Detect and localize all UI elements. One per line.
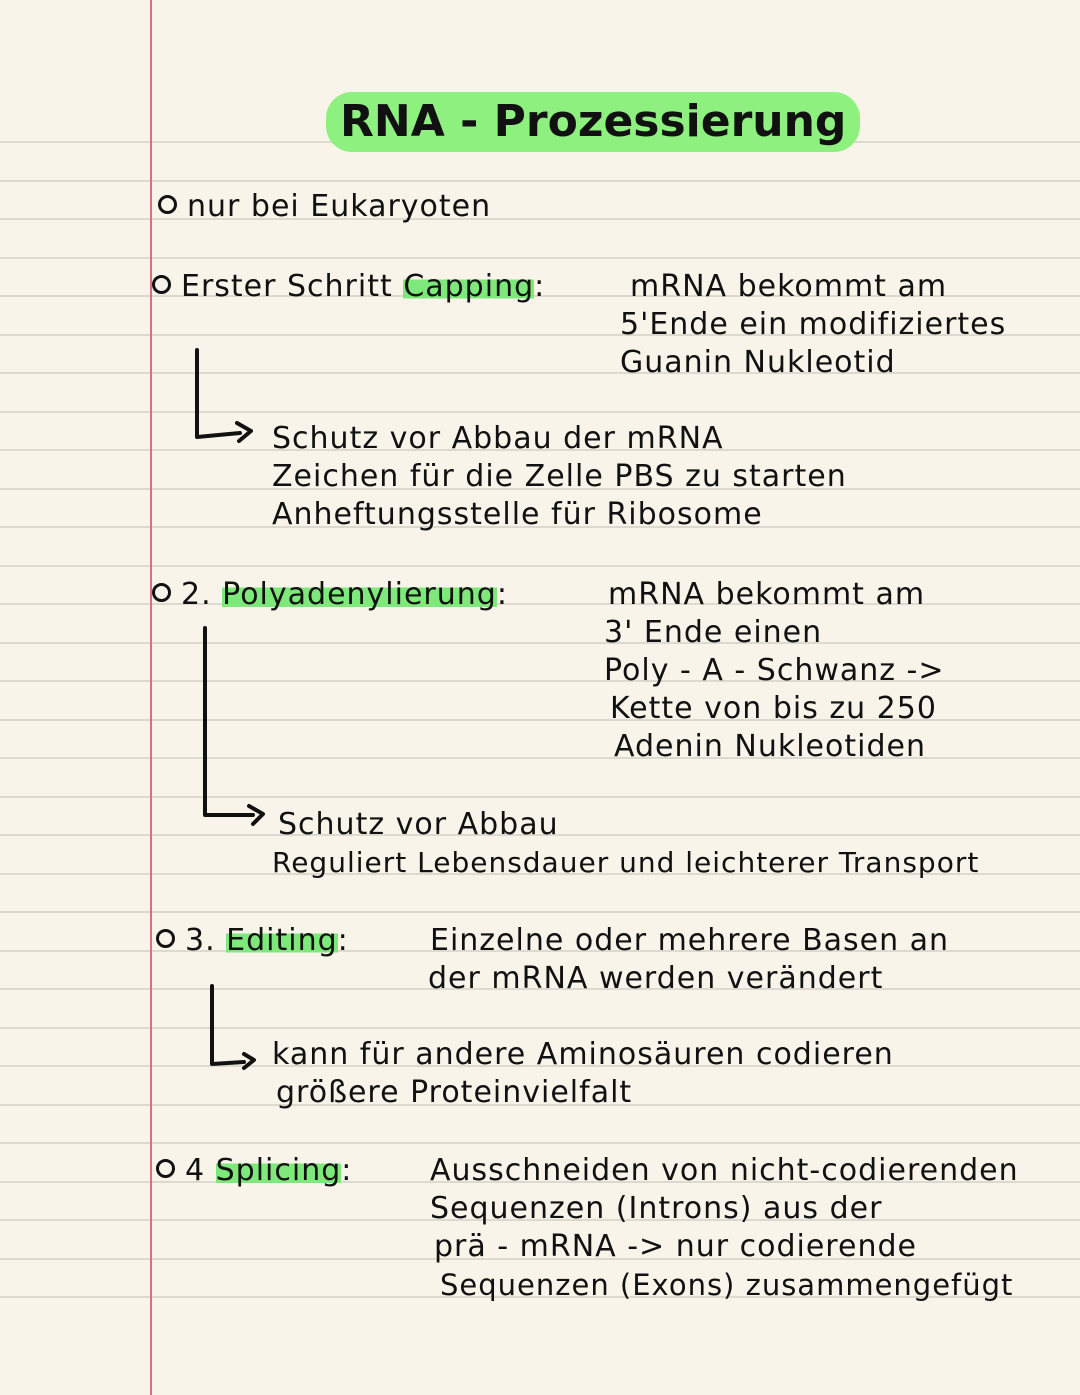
step-4-prefix: 4 xyxy=(185,1153,206,1188)
step-3-consequence-1: kann für andere Aminosäuren codieren xyxy=(272,1037,894,1072)
step-3-desc-line-2: der mRNA werden verändert xyxy=(428,961,884,996)
step-2-consequence-2: Reguliert Lebensdauer und leichterer Transport xyxy=(272,846,980,879)
step-1-desc-line-3: Guanin Nukleotid xyxy=(620,345,896,380)
step-1-heading xyxy=(152,268,545,306)
step-4-desc-line-1: Ausschneiden von nicht-codierenden xyxy=(430,1153,1019,1188)
step-1-term: Capping xyxy=(403,269,535,304)
step-1-colon: : xyxy=(534,269,546,304)
ruled-line xyxy=(0,911,1080,913)
step-4-desc-line-4: Sequenzen (Exons) zusammengefügt xyxy=(440,1268,1014,1302)
bracket-arrow-icon xyxy=(202,980,272,1075)
circle-bullet-icon xyxy=(156,1159,175,1178)
step-1-consequence-1: Schutz vor Abbau der mRNA xyxy=(272,421,724,456)
step-3-prefix: 3. xyxy=(185,923,216,958)
margin-line xyxy=(150,0,152,1395)
step-4-desc-line-2: Sequenzen (Introns) aus der xyxy=(430,1191,883,1226)
ruled-line xyxy=(0,642,1080,644)
step-2-term: Polyadenylierung xyxy=(222,577,497,612)
intro-line xyxy=(158,188,491,226)
step-4-term: Splicing xyxy=(215,1153,342,1188)
step-1-consequence-2: Zeichen für die Zelle PBS zu starten xyxy=(272,459,847,494)
step-2-desc-line-3: Poly - A - Schwanz -> xyxy=(604,653,945,688)
step-1-desc-line-2: 5'Ende ein modifiziertes xyxy=(620,307,1007,342)
step-3-desc-line-1: Einzelne oder mehrere Basen an xyxy=(430,923,950,958)
step-2-consequence-1: Schutz vor Abbau xyxy=(278,807,559,842)
ruled-line xyxy=(0,411,1080,413)
step-3-heading xyxy=(156,922,349,960)
bracket-arrow-icon xyxy=(185,345,265,445)
step-2-prefix: 2. xyxy=(181,577,212,612)
ruled-line xyxy=(0,1027,1080,1029)
circle-bullet-icon xyxy=(152,583,171,602)
step-2-desc-line-2: 3' Ende einen xyxy=(604,615,823,650)
page-title: RNA - Prozessierung xyxy=(330,96,856,148)
ruled-line xyxy=(0,372,1080,374)
step-1-consequence-3: Anheftungsstelle für Ribosome xyxy=(272,497,763,532)
step-2-colon: : xyxy=(496,577,508,612)
intro-text: nur bei Eukaryoten xyxy=(187,189,492,224)
ruled-line xyxy=(0,180,1080,182)
bracket-arrow-icon xyxy=(195,622,275,827)
step-4-heading xyxy=(156,1152,352,1190)
step-2-desc-line-5: Adenin Nukleotiden xyxy=(614,729,926,764)
step-2-heading xyxy=(152,576,508,614)
step-2-desc-line-4: Kette von bis zu 250 xyxy=(610,691,937,726)
step-4-desc-line-3: prä - mRNA -> nur codierende xyxy=(434,1229,917,1264)
step-3-colon: : xyxy=(337,923,349,958)
step-4-colon: : xyxy=(341,1153,353,1188)
ruled-line xyxy=(0,565,1080,567)
step-3-consequence-2: größere Proteinvielfalt xyxy=(276,1075,633,1110)
circle-bullet-icon xyxy=(156,929,175,948)
ruled-line xyxy=(0,257,1080,259)
ruled-line xyxy=(0,1142,1080,1144)
step-3-term: Editing xyxy=(226,923,338,958)
step-1-prefix: Erster Schritt xyxy=(181,269,393,304)
step-2-desc-line-1: mRNA bekommt am xyxy=(608,577,926,612)
ruled-line xyxy=(0,796,1080,798)
circle-bullet-icon xyxy=(152,275,171,294)
circle-bullet-icon xyxy=(158,195,177,214)
step-1-desc-line-1: mRNA bekommt am xyxy=(630,269,948,304)
